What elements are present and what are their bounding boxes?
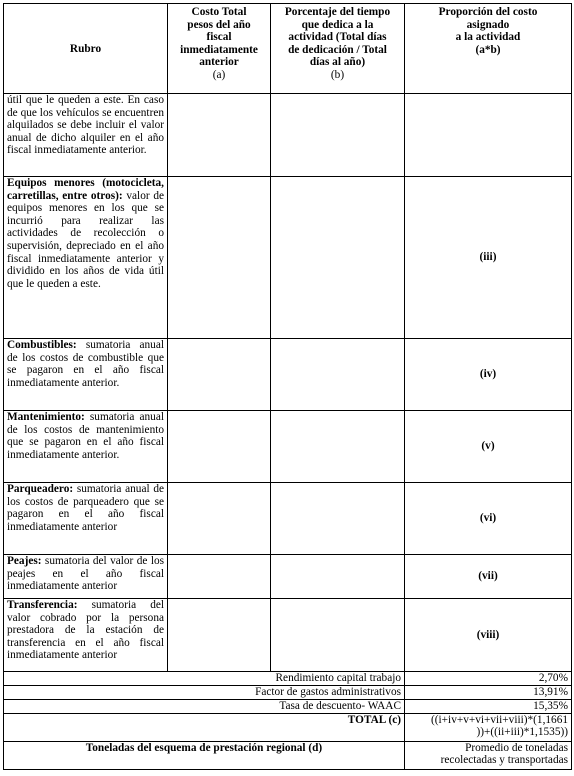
table-row	[4, 339, 572, 411]
percent-cell	[271, 94, 405, 177]
cost-cell	[168, 94, 271, 177]
rubro-cell: Peajes: sumatoria del valor de los peajes en el año fiscal inmediatamente anterior	[4, 555, 168, 599]
percent-cell	[271, 339, 405, 411]
summary-label: Tasa de descuento- WAAC	[4, 700, 405, 714]
summary-row	[4, 672, 572, 686]
proportion-cell: (viii)	[405, 599, 572, 672]
total-row	[4, 714, 572, 742]
toneladas-row	[4, 742, 572, 770]
header-col-a: Costo Total pesos del año fiscal inmediatamente anterior (a)	[168, 4, 271, 94]
cost-cell	[168, 339, 271, 411]
cost-cell	[168, 177, 271, 339]
total-label: TOTAL (c)	[4, 714, 405, 742]
proportion-cell: (iii)	[405, 177, 572, 339]
table-row	[4, 177, 572, 339]
rubro-cell: Mantenimiento: sumatoria anual de los costos de mantenimiento que se pagaron en el año fiscal inmediatamente anterior.	[4, 411, 168, 483]
cost-cell	[168, 555, 271, 599]
header-col-c: Proporción del costo asignado a la actividad (a*b)	[405, 4, 572, 94]
summary-label: Rendimiento capital trabajo	[4, 672, 405, 686]
rubro-cell: Combustibles: sumatoria anual de los costos de combustible que se pagaron en el año fiscal inmediatamente anterior.	[4, 339, 168, 411]
toneladas-label: Toneladas del esquema de prestación regional (d)	[4, 742, 405, 770]
table-row	[4, 555, 572, 599]
table-header-row	[4, 4, 572, 94]
cost-cell	[168, 599, 271, 672]
percent-cell	[271, 177, 405, 339]
rubro-cell: Transferencia: sumatoria del valor cobrado por la persona prestadora de la estación de transferencia en el año fiscal inmediatamente anterior	[4, 599, 168, 672]
summary-value: 13,91%	[405, 686, 572, 700]
table-row	[4, 599, 572, 672]
summary-label: Factor de gastos administrativos	[4, 686, 405, 700]
summary-row	[4, 686, 572, 700]
table-row	[4, 411, 572, 483]
header-rubro: Rubro	[4, 4, 168, 94]
table-row	[4, 483, 572, 555]
cost-cell	[168, 483, 271, 555]
total-formula: ((i+iv+v+vi+vii+viii)*(1,1661 ))+((ii+iii)*1,1535))	[405, 714, 572, 742]
percent-cell	[271, 599, 405, 672]
rubro-cell: útil que le queden a este. En caso de que los vehículos se encuentren alquilados se debe incluir el valor anual de dicho alquiler en el año fiscal inmediatamente anterior.	[4, 94, 168, 177]
proportion-cell: (iv)	[405, 339, 572, 411]
summary-row	[4, 700, 572, 714]
summary-value: 15,35%	[405, 700, 572, 714]
table-row	[4, 94, 572, 177]
proportion-cell: (vi)	[405, 483, 572, 555]
percent-cell	[271, 411, 405, 483]
rubro-cell: Parqueadero: sumatoria anual de los costos de parqueadero que se pagaron en el año fiscal inmediatamente anterior	[4, 483, 168, 555]
rubro-cell: Equipos menores (motocicleta, carretillas, entre otros): valor de equipos menores en los que se incurrió para realizar las actividades de recolección o supervisión, depreciado en el año fiscal inmediatamente anterior y dividido en los años de vida útil que le queden a este.	[4, 177, 168, 339]
cost-cell	[168, 411, 271, 483]
header-col-b: Porcentaje del tiempo que dedica a la actividad (Total días de dedicación / Total días al año) (b)	[271, 4, 405, 94]
proportion-cell: (v)	[405, 411, 572, 483]
percent-cell	[271, 555, 405, 599]
proportion-cell: (vii)	[405, 555, 572, 599]
summary-value: 2,70%	[405, 672, 572, 686]
proportion-cell	[405, 94, 572, 177]
toneladas-value: Promedio de toneladas recolectadas y transportadas	[405, 742, 572, 770]
percent-cell	[271, 483, 405, 555]
cost-table	[3, 3, 572, 770]
